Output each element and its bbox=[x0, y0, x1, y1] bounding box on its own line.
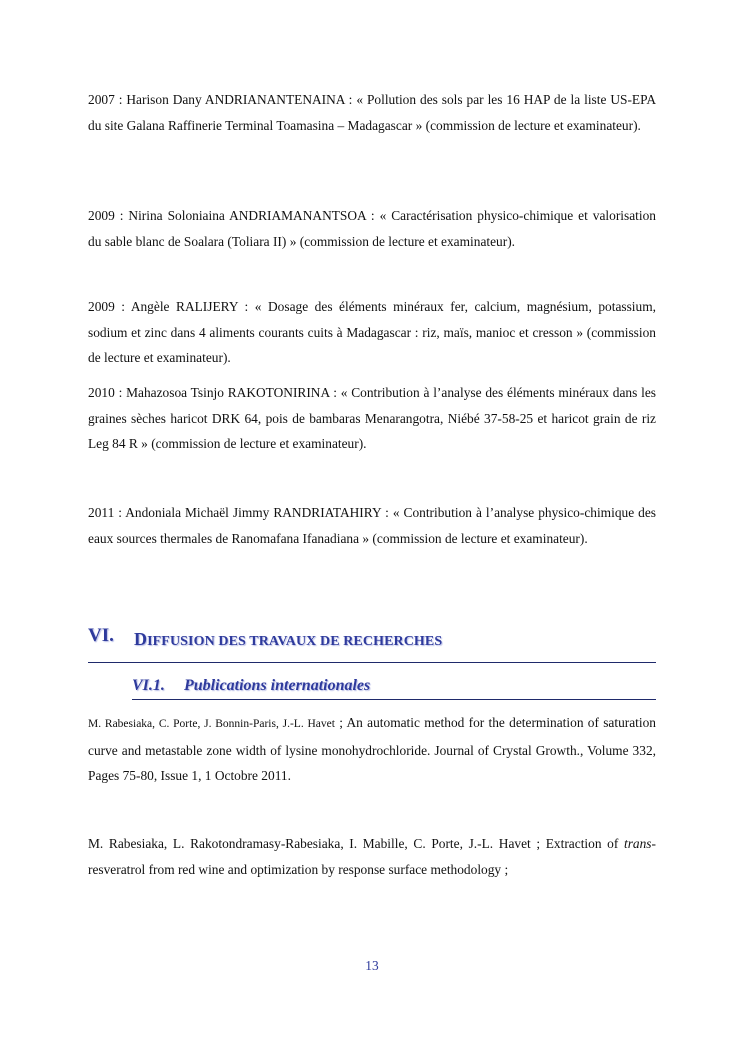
publication-entry bbox=[88, 831, 656, 882]
publication-text: -resveratrol from red wine and optimization by response surface methodology ; bbox=[88, 836, 656, 877]
thesis-entry: 2007 : Harison Dany ANDRIANANTENAINA : « Pollution des sols par les 16 HAP de la liste US-EPA du site Galana Raffinerie Terminal Toamasina – Madagascar » (commission de lecture et examinateur). bbox=[88, 92, 656, 133]
thesis-entry: 2009 : Nirina Soloniaina ANDRIAMANANTSOA : « Caractérisation physico-chimique et valorisation du sable blanc de Soalara (Toliara II) » (commission de lecture et examinateur). bbox=[88, 208, 656, 249]
section-heading bbox=[88, 625, 656, 663]
section-title bbox=[134, 629, 442, 650]
publication-entry bbox=[88, 710, 656, 789]
subsection-number: VI.1. bbox=[132, 677, 165, 694]
publication-italic-term: trans bbox=[623, 836, 652, 851]
thesis-entry: 2009 : Angèle RALIJERY : « Dosage des éléments minéraux fer, calcium, magnésium, potassium, sodium et zinc dans 4 aliments courants cuits à Madagascar : riz, maïs, manioc et cresson » (commission de lecture et examinateur). bbox=[88, 299, 656, 366]
section-number: VI. bbox=[88, 625, 114, 646]
section-title-rest: IFFUSION DES TRAVAUX DE RECHERCHES bbox=[147, 634, 443, 649]
subsection-heading bbox=[132, 677, 656, 700]
publication-text: An automatic method for the determination of saturation curve and metastable zone width of lysine monohydrochloride. Journal of Crystal Growth., Volume 332, Pages 75-80, Issue 1, 1 Octobre 2011. bbox=[88, 715, 657, 784]
subsection-title: Publications internationales bbox=[184, 677, 371, 694]
publication-lead: M. Rabesiaka, L. Rakotondramasy-Rabesiaka, I. Mabille, C. Porte, J.-L. Havet ; Extraction of bbox=[88, 836, 624, 851]
section-title-initial: D bbox=[134, 629, 148, 649]
thesis-entry: 2011 : Andoniala Michaël Jimmy RANDRIATAHIRY : « Contribution à l’analyse physico-chimique des eaux sources thermales de Ranomafana Ifanadiana » (commission de lecture et examinateur). bbox=[88, 505, 656, 546]
thesis-entry: 2010 : Mahazosoa Tsinjo RAKOTONIRINA : « Contribution à l’analyse des éléments minéraux dans les graines sèches haricot DRK 64, pois de bambaras Menarangotra, Niébé 37-58-25 et haricot grain de riz Leg 84 R » (commission de lecture et examinateur). bbox=[88, 385, 656, 452]
publication-authors: M. Rabesiaka, C. Porte, J. Bonnin-Paris, J.-L. Havet bbox=[88, 718, 335, 730]
publication-separator: ; bbox=[334, 715, 347, 730]
page-number: 13 bbox=[365, 958, 379, 973]
